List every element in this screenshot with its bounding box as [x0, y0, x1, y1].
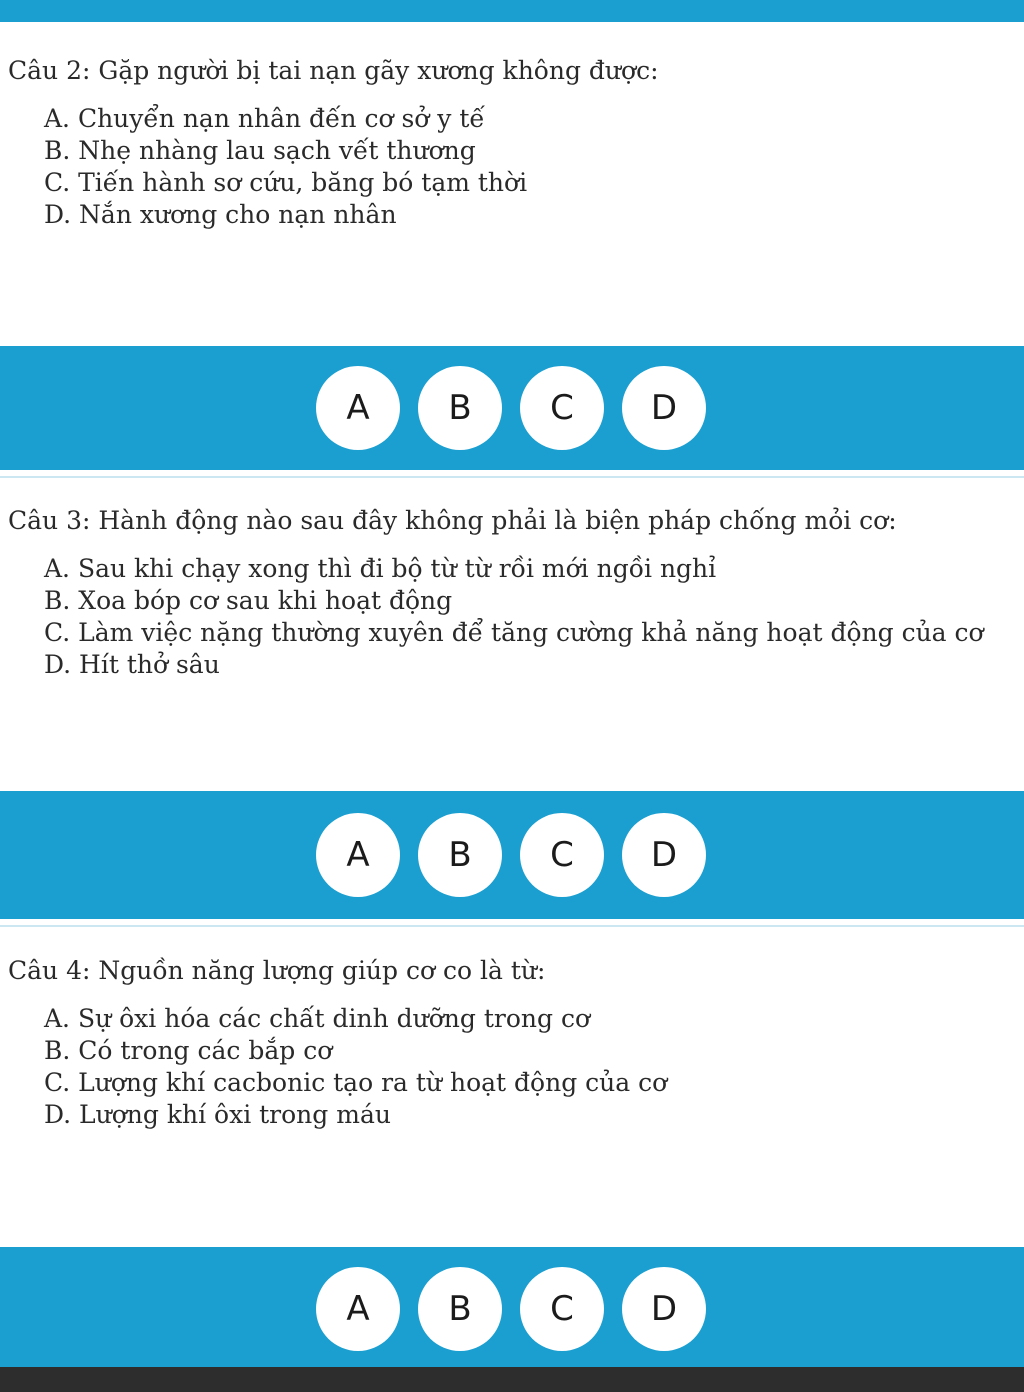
answer-button-a[interactable]: A: [316, 366, 400, 450]
option-b: B. Có trong các bắp cơ: [44, 1036, 333, 1065]
options-list: [44, 1003, 1008, 1131]
question-title: Câu 2: Gặp người bị tai nạn gãy xương không được:: [8, 56, 659, 85]
answer-button-c[interactable]: C: [520, 366, 604, 450]
top-answer-band: [0, 0, 1024, 22]
question-4: [8, 956, 1008, 1131]
question-2: [8, 56, 1008, 231]
bottom-bar: [0, 1367, 1024, 1392]
answer-buttons: [316, 1267, 716, 1351]
option-c: C. Tiến hành sơ cứu, băng bó tạm thời: [44, 168, 528, 197]
option-a: A. Sự ôxi hóa các chất dinh dưỡng trong cơ: [44, 1004, 590, 1033]
answer-button-a[interactable]: A: [316, 1267, 400, 1351]
options-list: [44, 103, 1008, 231]
option-c: C. Lượng khí cacbonic tạo ra từ hoạt động của cơ: [44, 1068, 668, 1097]
answer-button-d[interactable]: D: [622, 366, 706, 450]
divider: [0, 476, 1024, 478]
option-a: A. Chuyển nạn nhân đến cơ sở y tế: [44, 104, 485, 133]
options-list: [44, 553, 1008, 681]
answer-button-a[interactable]: A: [316, 813, 400, 897]
question-3: [8, 506, 1008, 681]
answer-buttons: [316, 366, 716, 450]
answer-button-d[interactable]: D: [622, 813, 706, 897]
answer-button-c[interactable]: C: [520, 1267, 604, 1351]
answer-band-q2: [0, 346, 1024, 470]
option-c: C. Làm việc nặng thường xuyên để tăng cường khả năng hoạt động của cơ: [44, 618, 984, 647]
question-title: Câu 4: Nguồn năng lượng giúp cơ co là từ:: [8, 956, 546, 985]
answer-button-b[interactable]: B: [418, 366, 502, 450]
option-d: D. Nắn xương cho nạn nhân: [44, 200, 397, 229]
divider: [0, 925, 1024, 927]
answer-button-d[interactable]: D: [622, 1267, 706, 1351]
answer-button-b[interactable]: B: [418, 813, 502, 897]
option-d: D. Hít thở sâu: [44, 650, 220, 679]
option-b: B. Xoa bóp cơ sau khi hoạt động: [44, 586, 453, 615]
option-a: A. Sau khi chạy xong thì đi bộ từ từ rồi mới ngồi nghỉ: [44, 554, 717, 583]
answer-button-c[interactable]: C: [520, 813, 604, 897]
answer-button-b[interactable]: B: [418, 1267, 502, 1351]
question-title: Câu 3: Hành động nào sau đây không phải là biện pháp chống mỏi cơ:: [8, 506, 897, 535]
answer-band-q3: [0, 791, 1024, 919]
answer-band-q4: [0, 1247, 1024, 1367]
option-d: D. Lượng khí ôxi trong máu: [44, 1100, 391, 1129]
answer-buttons: [316, 813, 716, 897]
option-b: B. Nhẹ nhàng lau sạch vết thương: [44, 136, 476, 165]
